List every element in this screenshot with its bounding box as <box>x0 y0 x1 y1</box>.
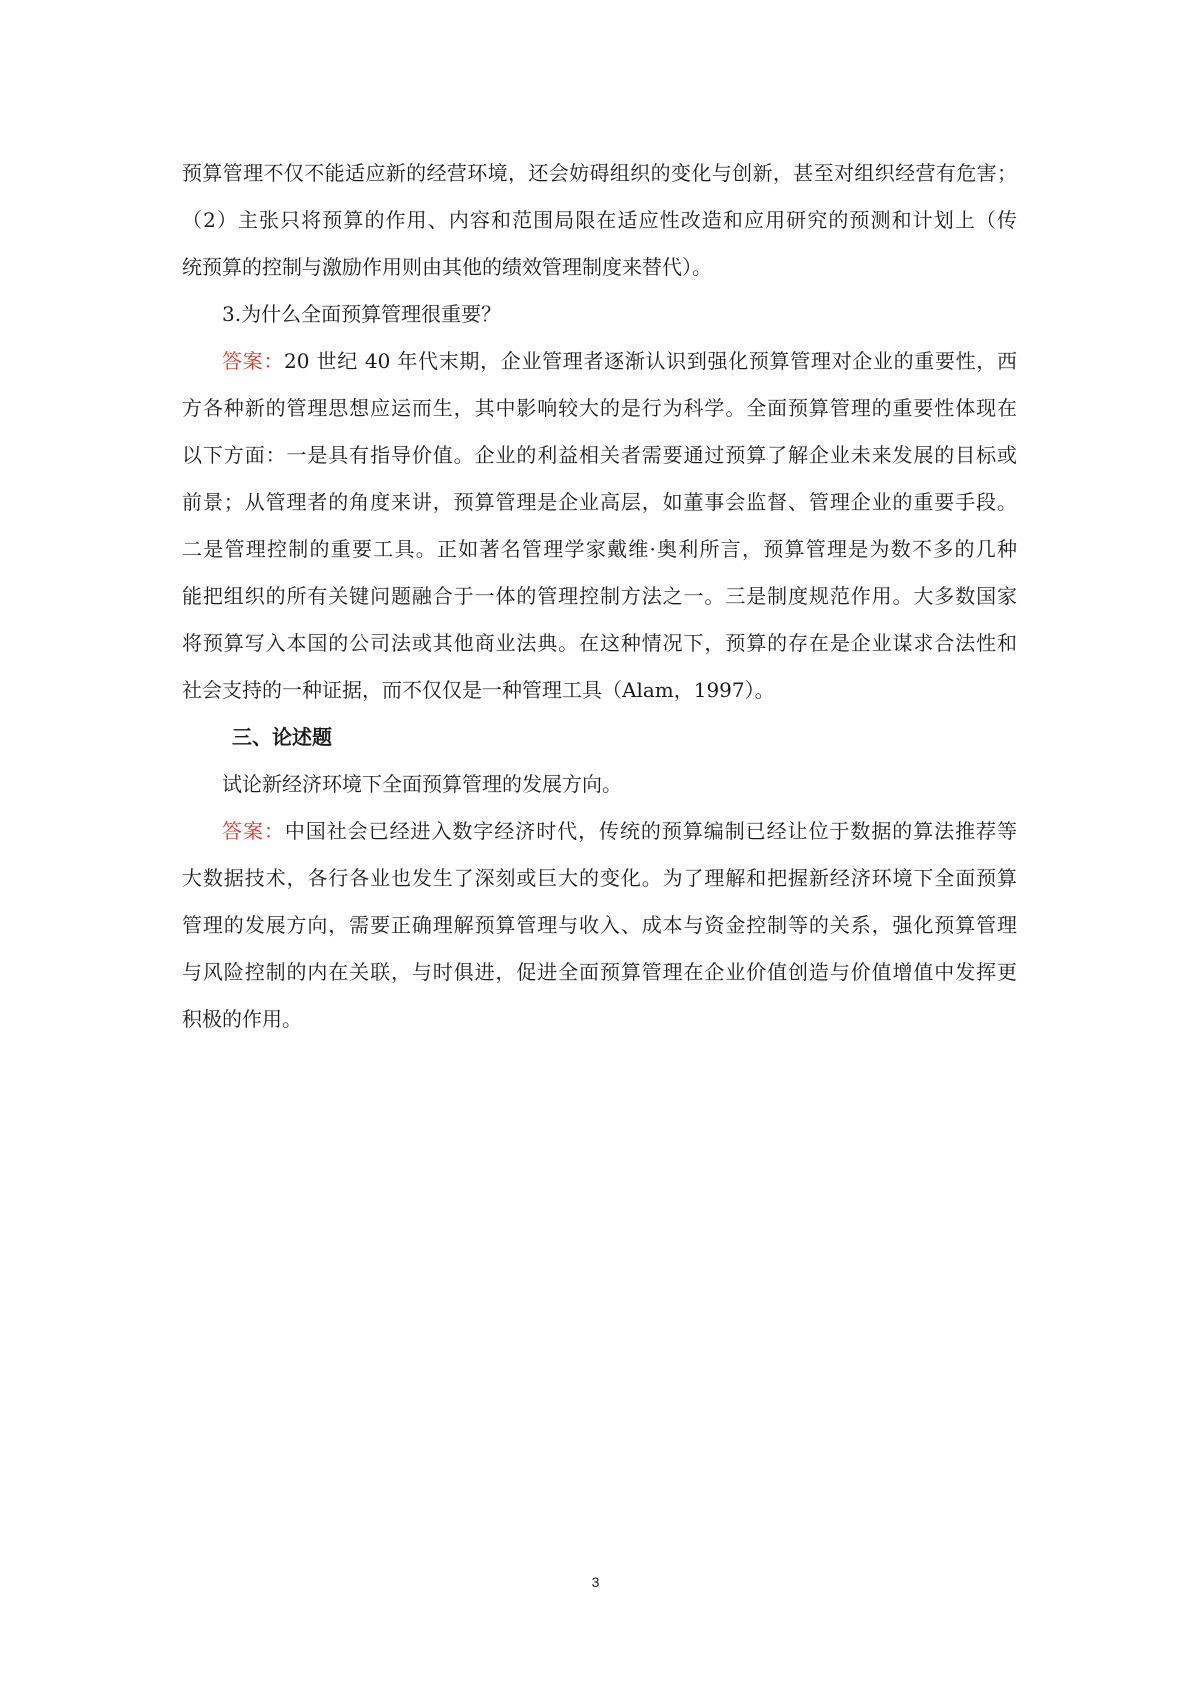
essay-answer-line-4: 与风险控制的内在关联，与时俱进，促进全面预算管理在企业价值创造与价值增值中发挥更 <box>182 960 1017 984</box>
question-3: 3.为什么全面预算管理很重要？ <box>222 302 502 326</box>
answer-3-line-3: 以下方面：一是具有指导价值。企业的利益相关者需要通过预算了解企业未来发展的目标或 <box>182 443 1017 467</box>
answer-3-first-text: 20 世纪 40 年代末期，企业管理者逐渐认识到强化预算管理对企业的重要性，西 <box>284 349 1017 373</box>
intro-line-1: 预算管理不仅不能适应新的经营环境，还会妨碍组织的变化与创新，甚至对组织经营有危害； <box>182 161 1017 185</box>
section-heading: 三、论述题 <box>232 725 332 749</box>
answer-3-line-2: 方各种新的管理思想应运而生，其中影响较大的是行为科学。全面预算管理的重要性体现在 <box>182 396 1017 420</box>
answer-3-first-line <box>182 338 1017 385</box>
document-body <box>182 150 1017 1043</box>
page-number: 3 <box>591 1574 600 1590</box>
essay-answer-line-2: 大数据技术，各行各业也发生了深刻或巨大的变化。为了理解和把握新经济环境下全面预算 <box>182 866 1017 890</box>
intro-line-2: （2）主张只将预算的作用、内容和范围局限在适应性改造和应用研究的预测和计划上（传 <box>182 208 1017 232</box>
essay-answer-line-5: 积极的作用。 <box>182 1007 302 1031</box>
essay-question: 试论新经济环境下全面预算管理的发展方向。 <box>222 772 622 796</box>
answer-3-line-6: 能把组织的所有关键问题融合于一体的管理控制方法之一。三是制度规范作用。大多数国家 <box>182 584 1017 608</box>
intro-line-3: 统预算的控制与激励作用则由其他的绩效管理制度来替代）。 <box>182 255 712 279</box>
essay-answer-first-line <box>182 808 1017 855</box>
essay-answer-label: 答案： <box>222 819 285 843</box>
answer-3-line-4: 前景；从管理者的角度来讲，预算管理是企业高层，如董事会监督、管理企业的重要手段。 <box>182 490 1017 514</box>
answer-3-line-5: 二是管理控制的重要工具。正如著名管理学家戴维·奥利所言，预算管理是为数不多的几种 <box>182 537 1017 561</box>
essay-answer-first-text: 中国社会已经进入数字经济时代，传统的预算编制已经让位于数据的算法推荐等 <box>284 819 1018 843</box>
essay-answer-line-3: 管理的发展方向，需要正确理解预算管理与收入、成本与资金控制等的关系，强化预算管理 <box>182 913 1017 937</box>
answer-label: 答案： <box>222 349 285 373</box>
answer-3-line-8: 社会支持的一种证据，而不仅仅是一种管理工具（Alam，1997）。 <box>182 678 775 702</box>
answer-3-line-7: 将预算写入本国的公司法或其他商业法典。在这种情况下，预算的存在是企业谋求合法性和 <box>182 631 1017 655</box>
